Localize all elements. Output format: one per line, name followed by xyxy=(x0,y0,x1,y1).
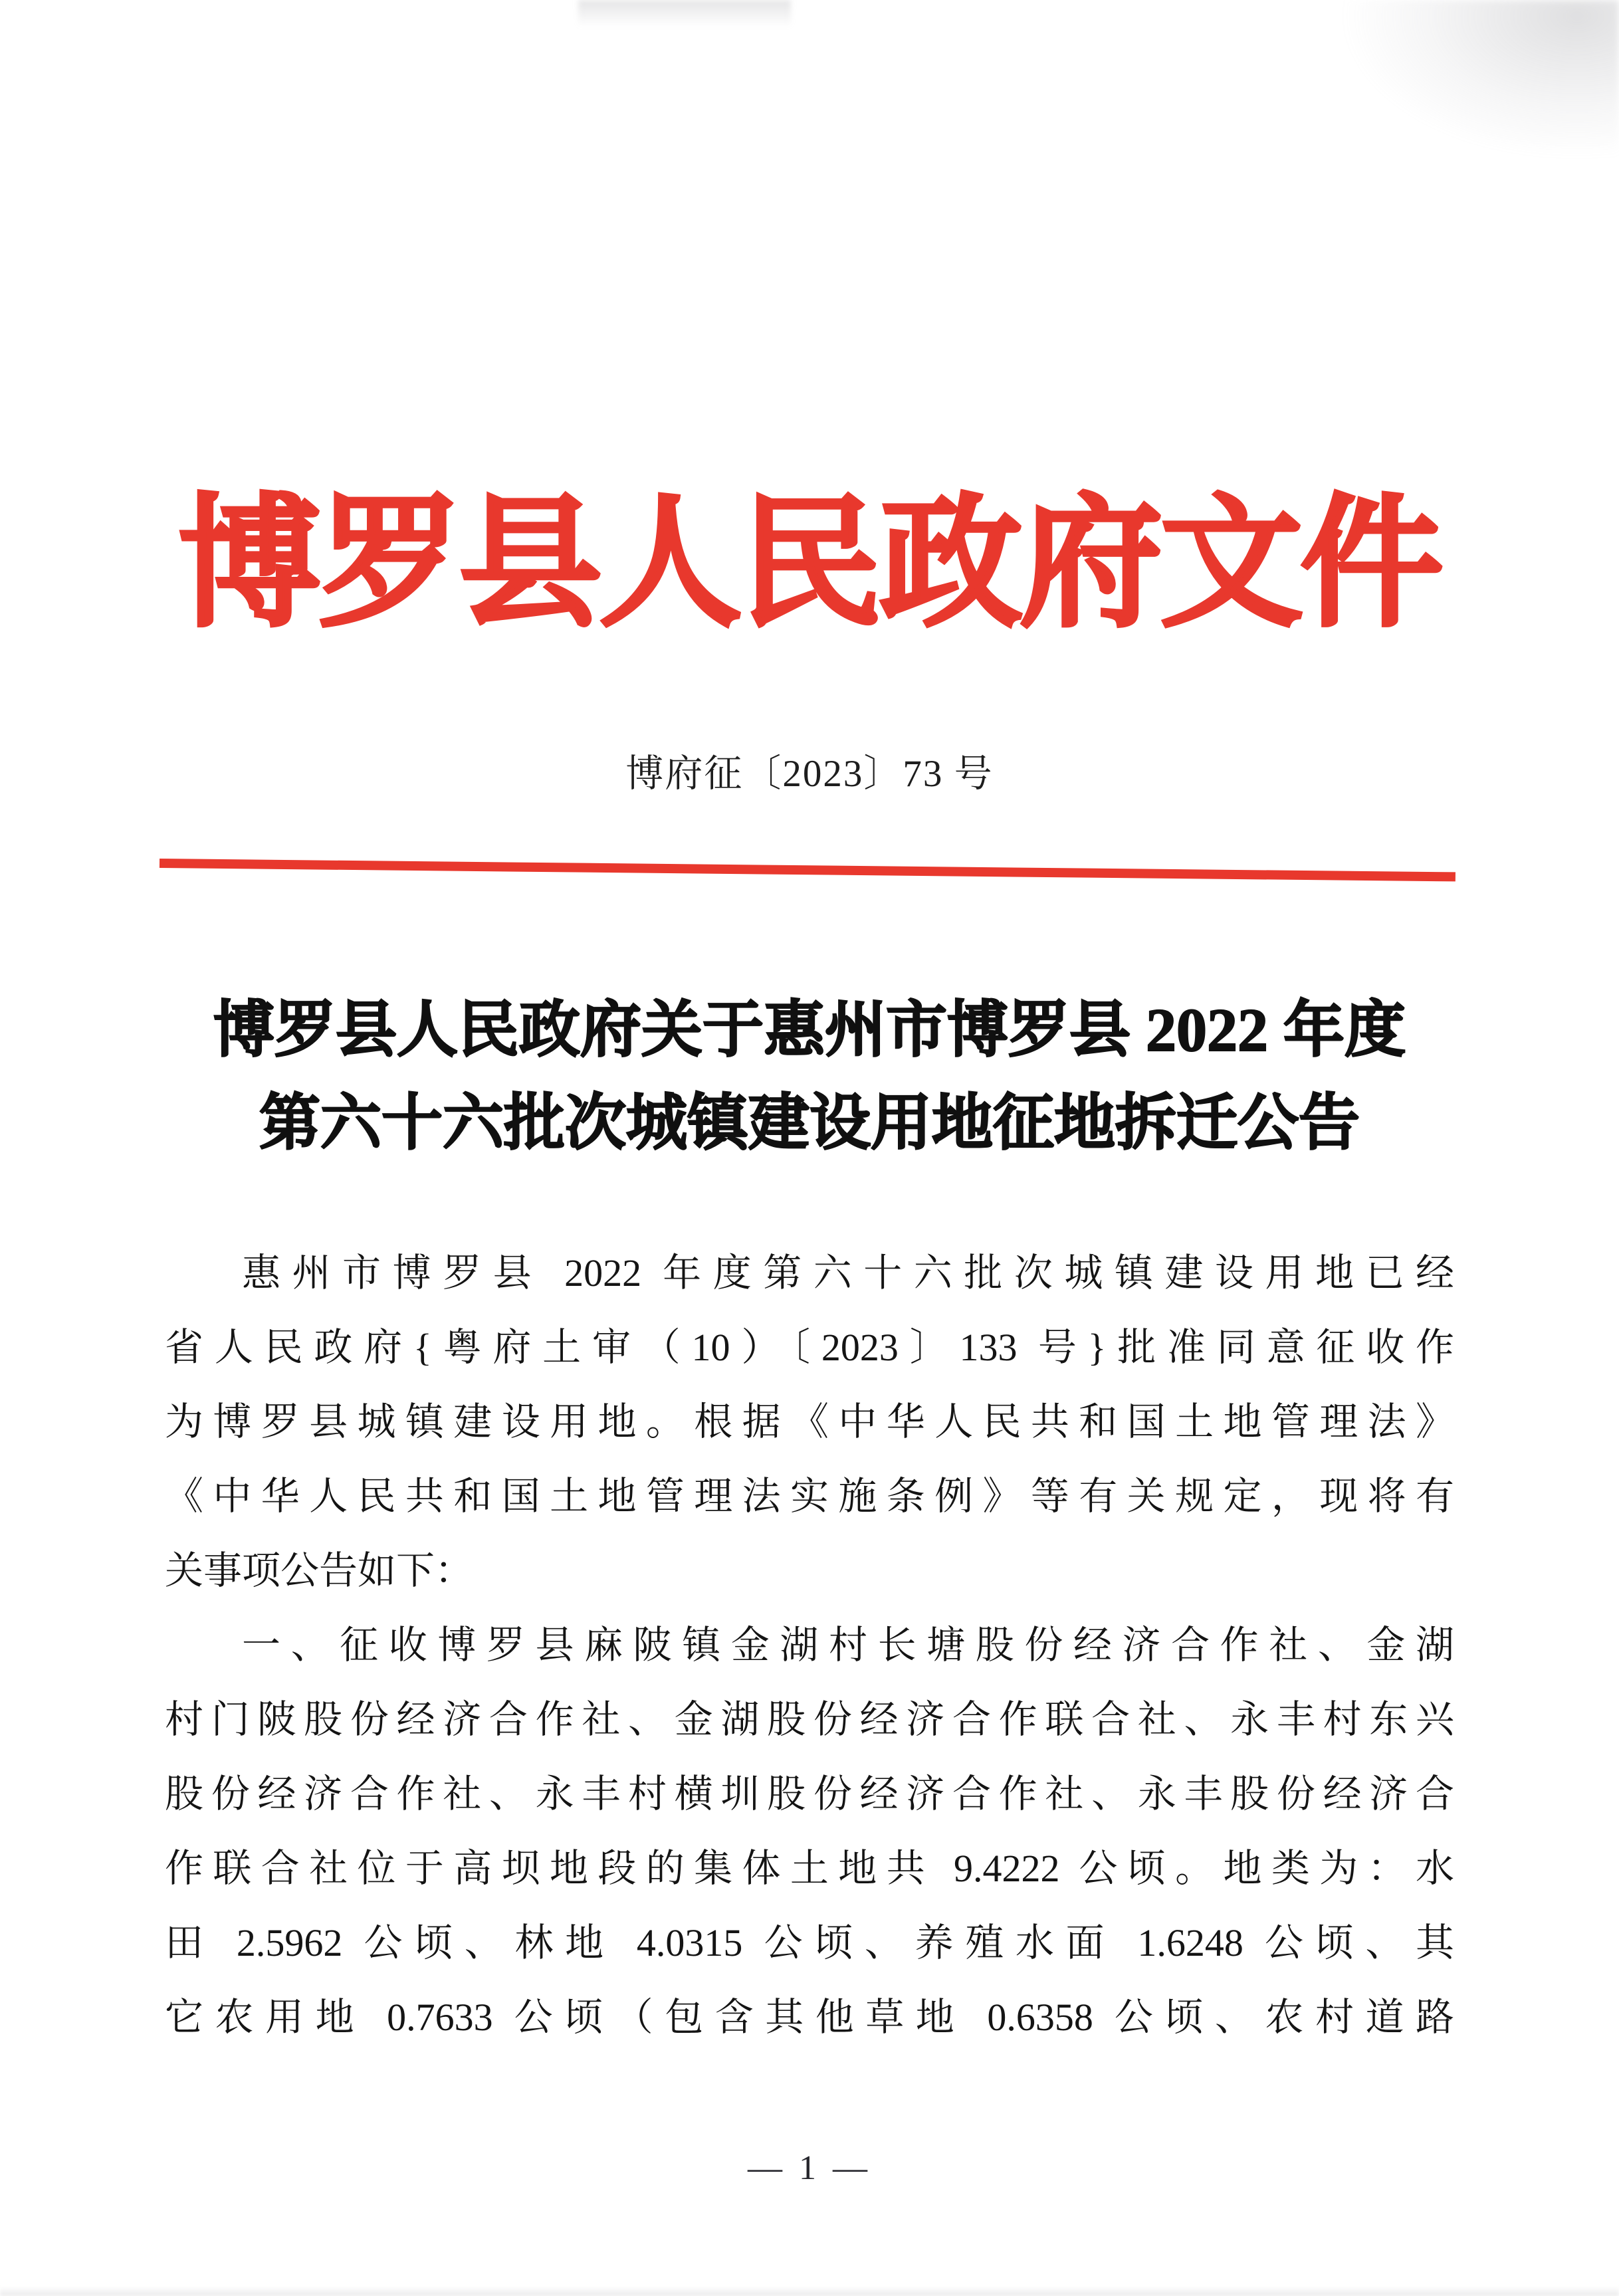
letterhead-title: 博罗县人民政府文件 xyxy=(178,485,1441,644)
red-separator-line xyxy=(160,859,1456,881)
body-line: 为博罗县城镇建设用地。根据《中华人民共和国土地管理法》 xyxy=(165,1400,1454,1443)
notice-body xyxy=(165,1236,1454,2055)
body-line: 田 2.5962 公顷、林地 4.0315 公顷、养殖水面 1.6248 公顷、其 xyxy=(165,1921,1454,1964)
page-number: — 1 — xyxy=(748,2149,871,2187)
body-line: 惠州市博罗县 2022 年度第六十六批次城镇建设用地已经 xyxy=(242,1251,1454,1295)
body-line: 它农用地 0.7633 公顷（包含其他草地 0.6358 公顷、农村道路 xyxy=(165,1996,1454,2039)
body-line: 《中华人民共和国土地管理法实施条例》等有关规定，现将有 xyxy=(165,1475,1454,1518)
notice-title-line-2: 第六十六批次城镇建设用地征地拆迁公告 xyxy=(259,1089,1360,1157)
paragraph xyxy=(165,1236,1454,1608)
body-line: 村门陂股份经济合作社、金湖股份经济合作联合社、永丰村东兴 xyxy=(165,1698,1454,1741)
body-line: 关事项公告如下： xyxy=(165,1549,474,1592)
body-line: 作联合社位于高坝地段的集体土地共 9.4222 公顷。地类为：水 xyxy=(165,1847,1454,1890)
notice-title xyxy=(0,984,1619,1170)
scan-smudge-top-center xyxy=(578,0,791,32)
body-line: 股份经济合作社、永丰村横圳股份经济合作社、永丰股份经济合 xyxy=(165,1772,1454,1816)
body-line: 一、征收博罗县麻陂镇金湖村长塘股份经济合作社、金湖 xyxy=(242,1623,1454,1667)
paragraph xyxy=(165,1608,1454,2055)
notice-title-line-1: 博罗县人民政府关于惠州市博罗县 2022 年度 xyxy=(213,996,1406,1064)
scan-smudge-top-right xyxy=(1340,0,1619,159)
scan-smudge-bottom xyxy=(0,2285,1619,2296)
body-line: 省人民政府{粤府土审（10）〔2023〕133 号}批准同意征收作 xyxy=(165,1326,1454,1369)
document-number: 博府征〔2023〕73 号 xyxy=(625,753,994,795)
